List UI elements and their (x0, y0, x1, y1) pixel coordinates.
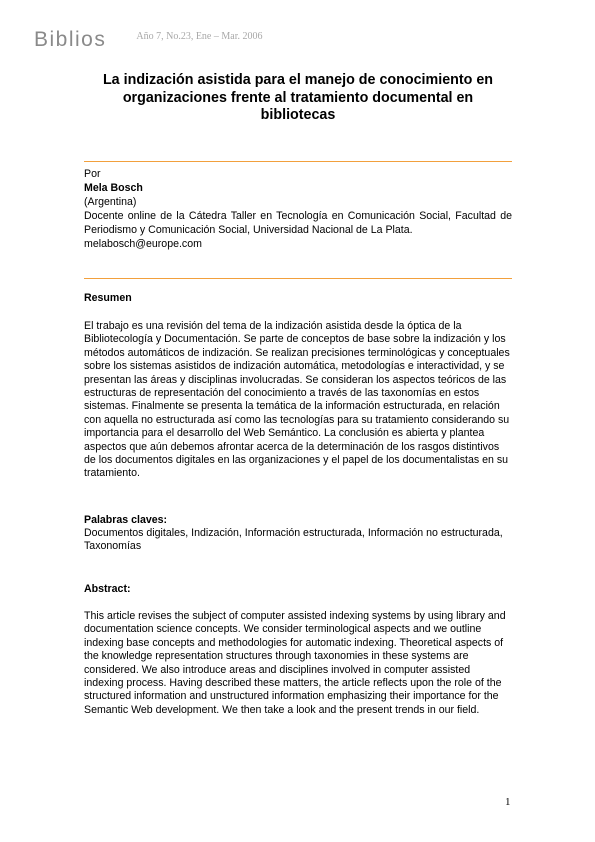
author-name: Mela Bosch (84, 182, 143, 194)
author-block (84, 167, 512, 251)
issue-info: Año 7, No.23, Ene – Mar. 2006 (136, 31, 263, 42)
keywords-heading: Palabras claves: (84, 514, 168, 526)
journal-logo: Biblios (34, 28, 107, 51)
author-affiliation: Docente online de la Cátedra Taller en Tecnología en Comunicación Social, Facultad de Periodismo y Comunicación Social, Universidad Nacional de La Plata. (84, 210, 512, 236)
author-country: (Argentina) (84, 196, 137, 208)
abstract-heading: Abstract: (84, 583, 131, 595)
article-title: La indización asistida para el manejo de conocimiento en organizaciones frente al tratamiento documental en bibliotecas (102, 72, 494, 123)
page-number: 1 (505, 796, 511, 808)
page-header (34, 28, 262, 50)
abstract-text: This article revises the subject of computer assisted indexing systems by using library and documentation science concepts. We consider terminological aspects and we outline indexing base concepts and methodologies for automatic indexing. Theoretical aspects of the knowledge representation structures through taxonomies in these systems are considered. We also introduce areas and disciplines involved in computer assisted indexing process. Having described these matters, the article reflects upon the role of the structured information and unstructured information emphasizing their importance for the Semantic Web development. We then take a look and the present trends in our field. (84, 610, 506, 716)
resumen-heading: Resumen (84, 292, 132, 304)
author-by: Por (84, 168, 101, 180)
resumen-text: El trabajo es una revisión del tema de la indización asistida desde la óptica de la Bibliotecología y Documentación. Se parte de conceptos de base sobre la indización y los métodos automáticos de indización. Se realizan precisiones terminológicas y conceptuales sobre los sistemas asistidos de indización automática, metodologías e interactividad, y se presentan las áreas y disciplinas involucradas. Se consideran los aspectos teóricos de las estructuras de representación del conocimiento a través de las taxonomías en estos sistemas. Finalmente se presenta la temática de la información estructurada, en relación con aquella no estructurada así como las tecnologías para su tratamiento considerando su importancia para el desarrollo del Web Semántico. La conclusión es abierta y plantea aspectos que aún debemos afrontar acerca de la determinación de los rasgos distintivos de los documentos digitales en las organizaciones y el papel de los documentalistas en su tratamiento. (84, 320, 510, 480)
divider-bottom (84, 278, 512, 279)
keywords-text: Documentos digitales, Indización, Información estructurada, Información no estructurada, Taxonomías (84, 527, 503, 553)
author-email[interactable]: melabosch@europe.com (84, 238, 202, 250)
divider-top (84, 161, 512, 162)
